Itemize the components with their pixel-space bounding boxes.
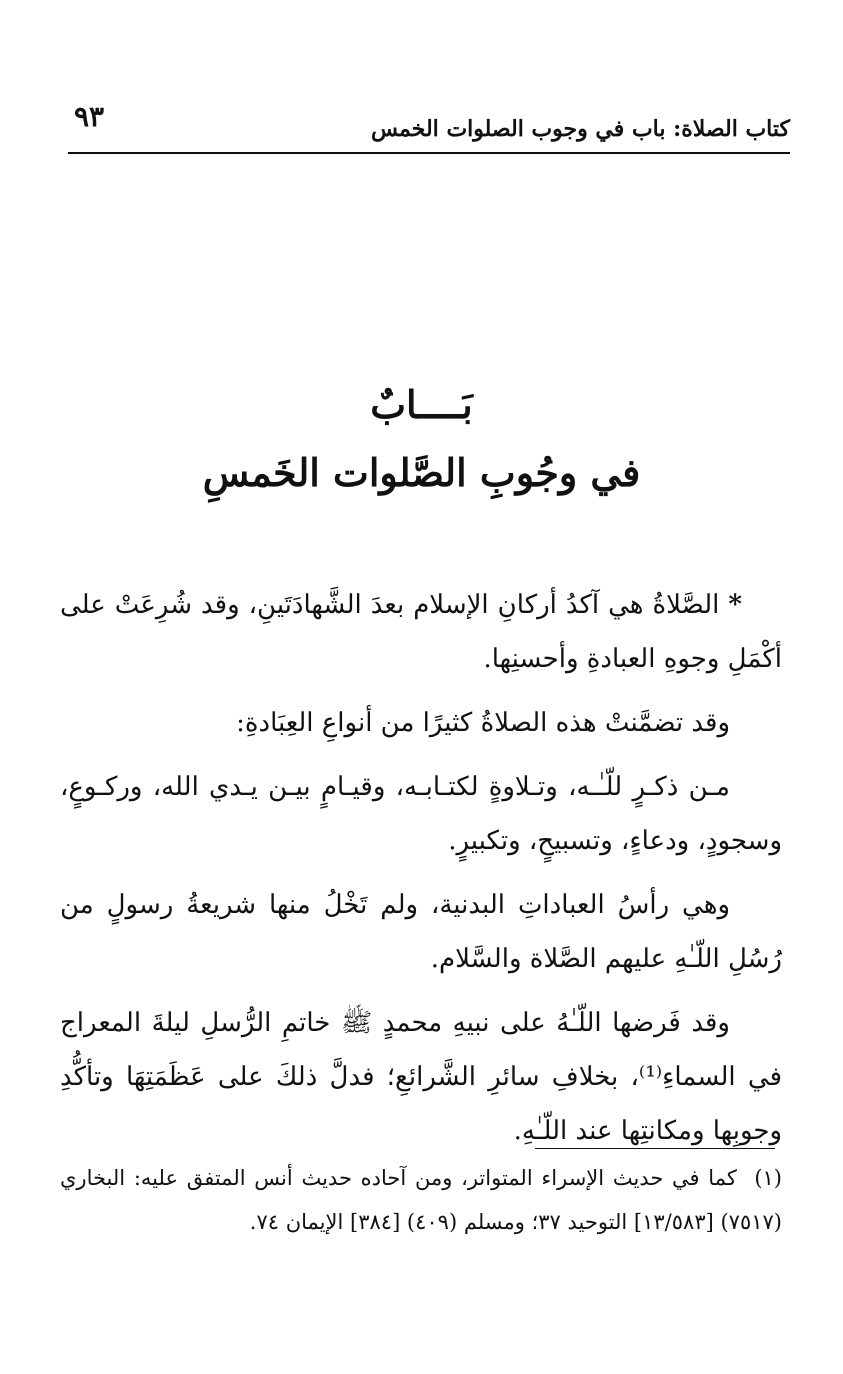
paragraph: وهي رأسُ العباداتِ البدنية، ولم تَخْلُ منها شريعةُ رسولٍ من رُسُلِ اللّـٰهِ عليهم الصَّلاة والسَّلام. — [60, 890, 782, 974]
chapter-label: بَــــابٌ — [370, 382, 473, 427]
footnote — [60, 1156, 782, 1244]
header-divider — [68, 152, 790, 154]
running-header — [68, 96, 790, 152]
footnote-marker: (١) — [754, 1166, 782, 1190]
footnote-divider — [535, 1148, 775, 1149]
paragraph-text: الصَّلاةُ هي آكدُ أركانِ الإسلام بعدَ الشَّهادَتَينِ، وقد شُرِعَتْ على أكْمَلِ وجوهِ العبادةِ وأحسنِها. — [60, 590, 782, 674]
running-header-title: كتاب الصلاة: باب في وجوب الصلوات الخمس — [371, 116, 790, 142]
paragraph: وقد تضمَّنتْ هذه الصلاةُ كثيرًا من أنواعِ العِبَادةِ: — [236, 708, 730, 738]
chapter-title: في وجُوبِ الصَّلوات الخَمسِ — [202, 450, 641, 495]
page-number: ٩٣ — [74, 100, 105, 133]
body-text — [60, 578, 782, 1168]
footnote-text: كما في حديث الإسراء المتواتر، ومن آحاده حديث أنس المتفق عليه: البخاري (٧٥١٧) [١٣/٥٨٣] التوحيد ٣٧؛ ومسلم (٤٠٩) [٣٨٤] الإيمان ٧٤. — [60, 1166, 782, 1234]
footnotes — [60, 1156, 782, 1244]
paragraph: مـن ذكـرٍ للّـٰـه، وتـلاوةٍ لكتـابـه، وقيـامٍ بيـن يـدي الله، وركـوعٍ، وسجودٍ، ودعاءٍ، وتسبيحٍ، وتكبيرٍ. — [60, 772, 782, 856]
paragraph — [60, 578, 782, 686]
paragraph: وقد فَرضها اللّـٰهُ على نبيهِ محمدٍ ﷺ خاتمِ الرُّسلِ ليلةَ المعراج في السماءِ⁽¹⁾، بخلافِ سائرِ الشَّرائعِ؛ فدلَّ ذلكَ على عَظَمَتِهَا وتأكُّدِ وجوبِها ومكانتِها عند اللّـٰهِ. — [60, 1008, 782, 1146]
star-bullet: * — [728, 590, 743, 620]
